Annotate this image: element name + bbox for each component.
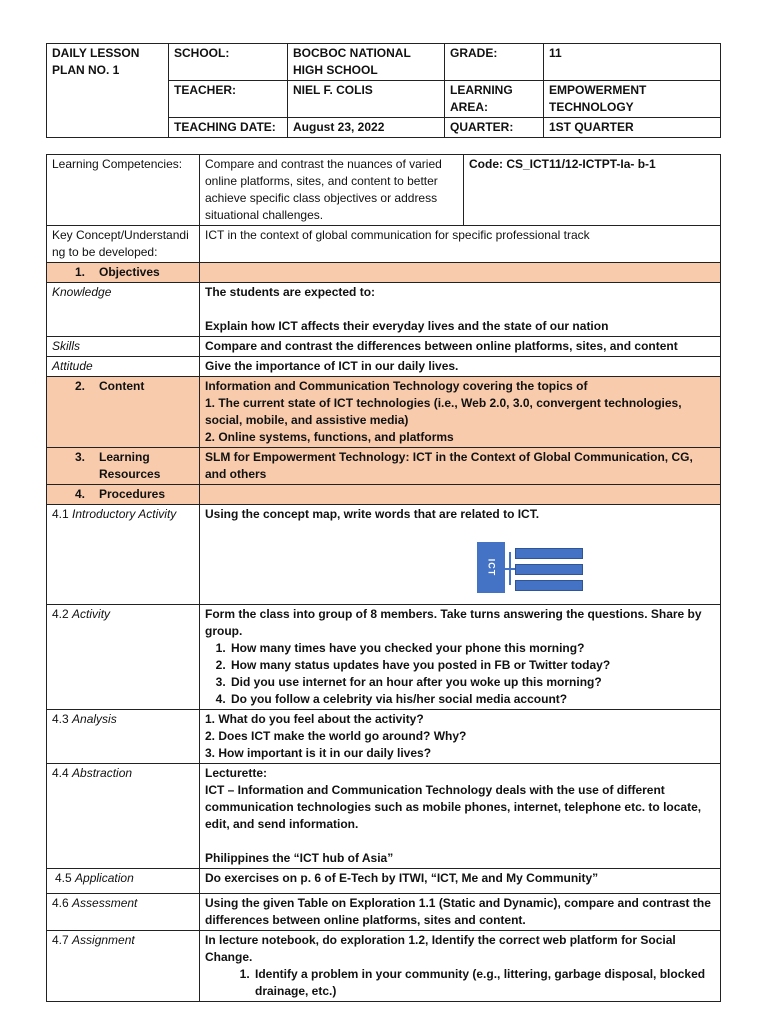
activity-label-cell [47, 605, 200, 710]
school-value: BOCBOC NATIONAL HIGH SCHOOL [288, 44, 445, 81]
header-table [46, 43, 721, 138]
objectives-header-row [47, 263, 721, 283]
procedures-num: 4. [75, 487, 86, 501]
intro-text: Using the concept map, write words that are related to ICT. [205, 507, 540, 521]
competencies-label: Learning Competencies: [47, 155, 200, 226]
analysis-label: Analysis [72, 712, 117, 726]
resources-title: Learning Resources [99, 450, 161, 481]
application-row [47, 869, 721, 894]
school-label: SCHOOL: [169, 44, 288, 81]
skills-label: Skills [47, 337, 200, 357]
content-line1: Information and Communication Technology covering the topics of [205, 379, 588, 393]
abstraction-text: ICT – Information and Communication Technology deals with the use of different communication technologies such as mobile phones, internet, telephone etc. to locate, edit, and send information. [205, 783, 702, 831]
teacher-value: NIEL F. COLIS [288, 81, 445, 118]
competencies-row [47, 155, 721, 226]
competencies-text: Compare and contrast the nuances of varied online platforms, sites, and content to better achieve specific class objectives or address situational challenges. [200, 155, 464, 226]
abstraction-label: Abstraction [72, 766, 133, 780]
content-row [47, 377, 721, 448]
intro-num: 4.1 [52, 507, 69, 521]
resources-text: SLM for Empowerment Technology: ICT in the Context of Global Communication, CG, and others [200, 448, 721, 485]
area-value: EMPOWERMENT TECHNOLOGY [544, 81, 721, 118]
assignment-label-cell [47, 931, 200, 1002]
skills-row [47, 337, 721, 357]
objectives-title: Objectives [99, 265, 160, 279]
analysis-item: 3. How important is it in our daily lives? [205, 746, 432, 760]
assignment-text: In lecture notebook, do exploration 1.2, Identify the correct web platform for Social Change. [205, 933, 676, 964]
content-title: Content [99, 379, 145, 393]
concept-map-bracket [509, 552, 511, 585]
spacer [205, 833, 715, 850]
attitude-row [47, 357, 721, 377]
content-num: 2. [75, 379, 86, 393]
attitude-text: Give the importance of ICT in our daily lives. [200, 357, 721, 377]
content-line3: 2. Online systems, functions, and platforms [205, 430, 454, 444]
activity-list [205, 640, 715, 708]
competencies-code: Code: CS_ICT11/12-ICTPT-Ia- b-1 [464, 155, 721, 226]
intro-cell [200, 505, 721, 605]
analysis-cell [200, 710, 721, 764]
activity-text: Form the class into group of 8 members. Take turns answering the questions. Share by group. [205, 607, 702, 638]
attitude-label: Attitude [47, 357, 200, 377]
analysis-num: 4.3 [52, 712, 69, 726]
plan-label: DAILY LESSON PLAN NO. 1 [47, 44, 169, 138]
objectives-header-blank [200, 263, 721, 283]
application-label-cell [47, 869, 200, 894]
assignment-item: 1. Identify a problem in your community (e.g., littering, garbage disposal, blocked drainage, etc.) [253, 966, 715, 1000]
resources-header [47, 448, 200, 485]
content-header [47, 377, 200, 448]
activity-label: Activity [72, 607, 111, 621]
procedures-header-blank [200, 485, 721, 505]
activity-row [47, 605, 721, 710]
knowledge-intro: The students are expected to: [205, 285, 376, 299]
application-label: Application [75, 871, 134, 885]
abstraction-num: 4.4 [52, 766, 69, 780]
assignment-row [47, 931, 721, 1002]
assignment-num: 4.7 [52, 933, 69, 947]
date-label: TEACHING DATE: [169, 118, 288, 138]
objectives-num: 1. [75, 265, 86, 279]
grade-label: GRADE: [445, 44, 544, 81]
abstraction-note: Philippines the “ICT hub of Asia” [205, 851, 394, 865]
abstraction-cell [200, 764, 721, 869]
assessment-label-cell [47, 894, 200, 931]
knowledge-text: Explain how ICT affects their everyday lives and the state of our nation [205, 319, 609, 333]
activity-item: 1. How many times have you checked your phone this morning? [229, 640, 715, 657]
objectives-header [47, 263, 200, 283]
quarter-label: QUARTER: [445, 118, 544, 138]
assessment-text: Using the given Table on Exploration 1.1 (Static and Dynamic), compare and contrast the differences between online platforms, sites and content. [200, 894, 721, 931]
content-line2: 1. The current state of ICT technologies (i.e., Web 2.0, 3.0, convergent technologies, social, mobile, and assistive media) [205, 396, 682, 427]
area-label: LEARNING AREA: [445, 81, 544, 118]
concept-map-label: ICT [486, 558, 497, 577]
date-value: August 23, 2022 [288, 118, 445, 138]
intro-row [47, 505, 721, 605]
intro-label: Introductory Activity [72, 507, 177, 521]
activity-item: 3. Did you use internet for an hour after you woke up this morning? [229, 674, 715, 691]
knowledge-cell [200, 283, 721, 337]
grade-value: 11 [544, 44, 721, 81]
analysis-item: 1. What do you feel about the activity? [205, 712, 424, 726]
assignment-label: Assignment [72, 933, 135, 947]
analysis-item: 2. Does ICT make the world go around? Why? [205, 729, 467, 743]
concept-map-bar-1 [515, 548, 583, 559]
lesson-table [46, 154, 721, 1002]
activity-num: 4.2 [52, 607, 69, 621]
application-num: 4.5 [55, 871, 72, 885]
quarter-value: 1ST QUARTER [544, 118, 721, 138]
knowledge-label: Knowledge [47, 283, 200, 337]
procedures-header [47, 485, 200, 505]
concept-map [205, 523, 715, 603]
resources-row [47, 448, 721, 485]
abstraction-title: Lecturette: [205, 766, 268, 780]
assignment-list [205, 966, 715, 1000]
key-concept-row [47, 226, 721, 263]
abstraction-label-cell [47, 764, 200, 869]
assessment-num: 4.6 [52, 896, 69, 910]
activity-cell [200, 605, 721, 710]
abstraction-row [47, 764, 721, 869]
activity-item: 4. Do you follow a celebrity via his/her social media account? [229, 691, 715, 708]
spacer [205, 301, 715, 318]
procedures-title: Procedures [99, 487, 166, 501]
assessment-row [47, 894, 721, 931]
procedures-header-row [47, 485, 721, 505]
skills-text: Compare and contrast the differences between online platforms, sites, and content [200, 337, 721, 357]
intro-label-cell [47, 505, 200, 605]
content-cell [200, 377, 721, 448]
application-text: Do exercises on p. 6 of E-Tech by ITWI, “ICT, Me and My Community” [200, 869, 721, 894]
analysis-label-cell [47, 710, 200, 764]
knowledge-row [47, 283, 721, 337]
concept-map-bar-2 [515, 564, 583, 575]
key-concept-text: ICT in the context of global communication for specific professional track [200, 226, 721, 263]
resources-num: 3. [75, 450, 86, 464]
activity-item: 2. How many status updates have you posted in FB or Twitter today? [229, 657, 715, 674]
key-concept-label: Key Concept/Understanding to be developed: [47, 226, 200, 263]
concept-map-bar-3 [515, 580, 583, 591]
assessment-label: Assessment [72, 896, 138, 910]
teacher-label: TEACHER: [169, 81, 288, 118]
analysis-row [47, 710, 721, 764]
concept-map-ict-box [477, 542, 505, 593]
assignment-cell [200, 931, 721, 1002]
